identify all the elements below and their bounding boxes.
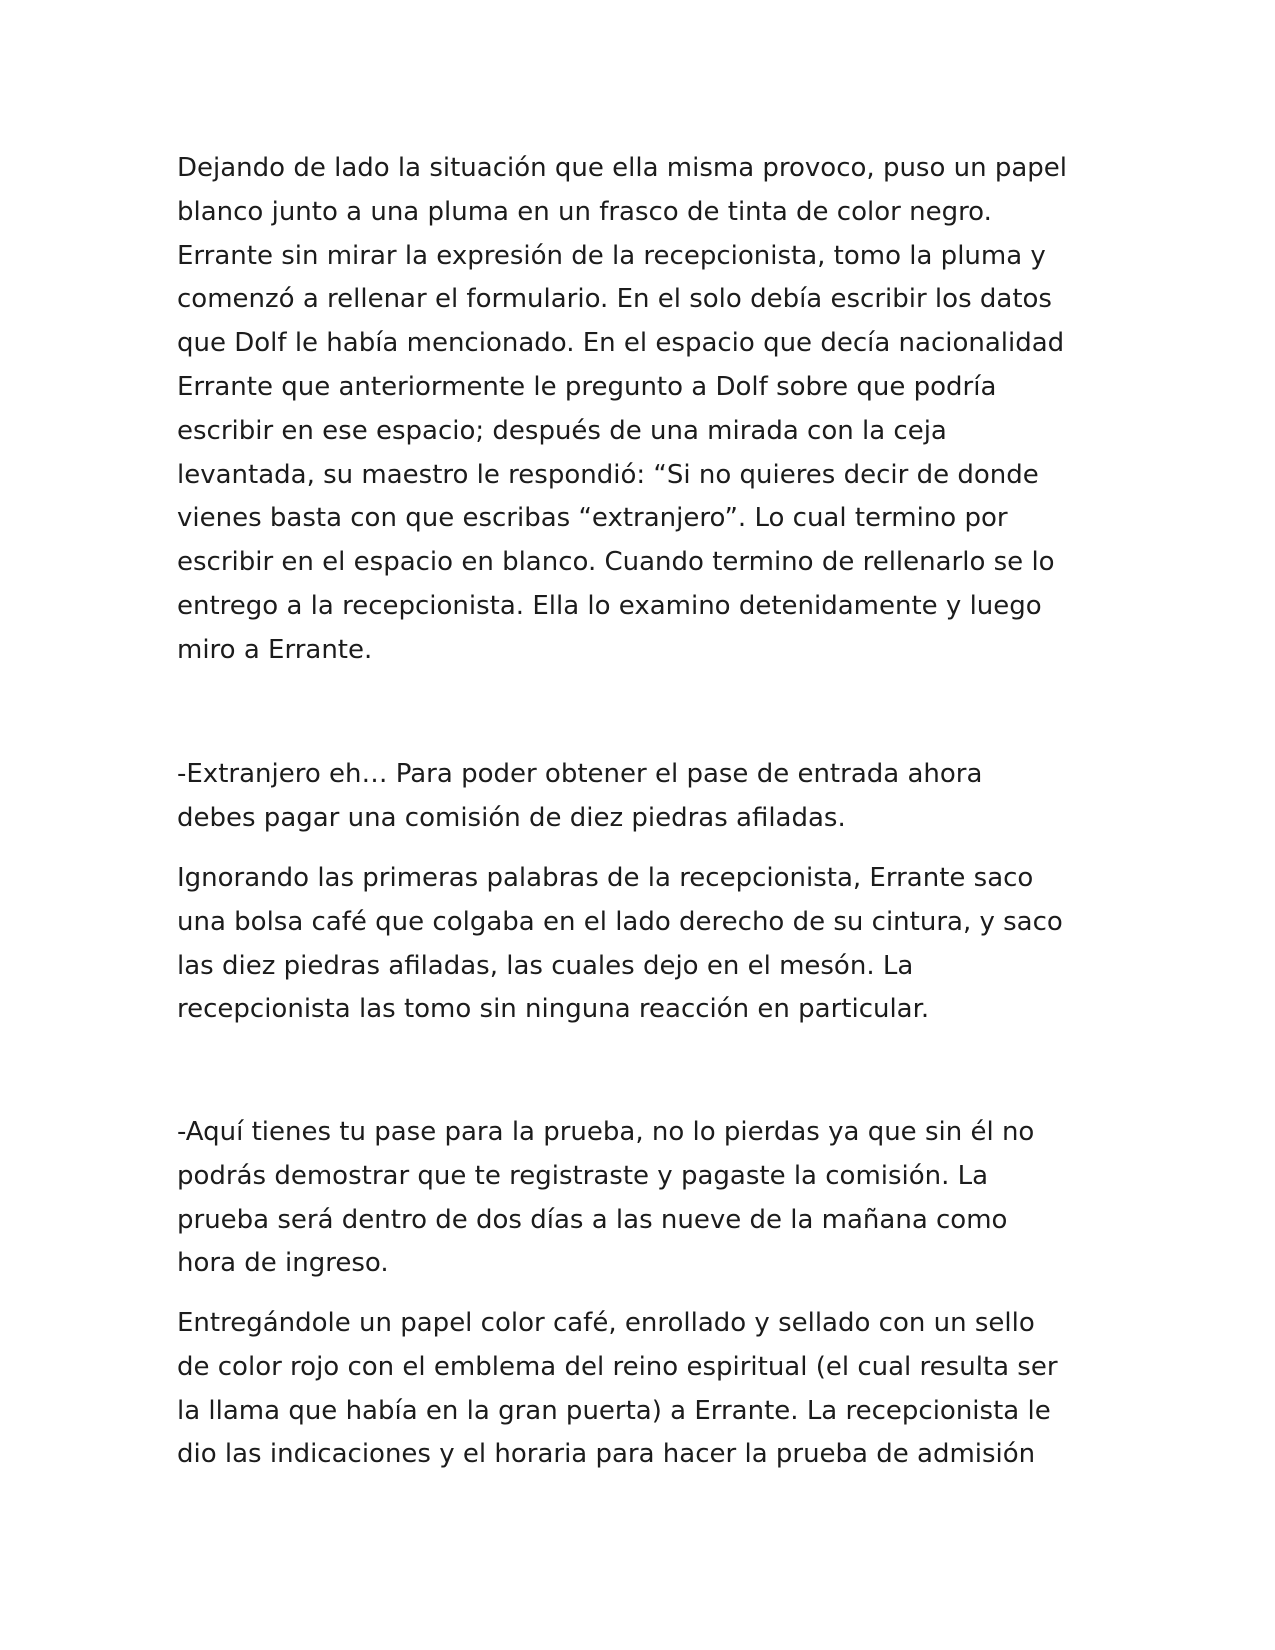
text-line: Errante que anteriormente le pregunto a Dolf sobre que podría xyxy=(177,371,997,402)
text-line: de color rojo con el emblema del reino espiritual (el cual resulta ser xyxy=(177,1351,1058,1382)
text-line: recepcionista las tomo sin ninguna reacción en particular. xyxy=(177,994,930,1025)
text-line: la llama que había en la gran puerta) a Errante. La recepcionista le xyxy=(177,1395,1051,1426)
text-line: las diez piedras afiladas, las cuales dejo en el mesón. La xyxy=(177,950,914,981)
text-line: miro a Errante. xyxy=(177,634,373,665)
text-line: comenzó a rellenar el formulario. En el solo debía escribir los datos xyxy=(177,284,1052,315)
text-line: Entregándole un papel color café, enrollado y sellado con un sello xyxy=(177,1308,1035,1338)
text-line: Dejando de lado la situación que ella misma provoco, puso un papel xyxy=(177,153,1068,183)
text-line: podrás demostrar que te registraste y pagaste la comisión. La xyxy=(177,1160,989,1191)
paragraph-narration-payment xyxy=(177,857,1107,1032)
text-line: dio las indicaciones y el horaria para hacer la prueba de admisión xyxy=(177,1439,1036,1470)
text-line: una bolsa café que colgaba en el lado derecho de su cintura, y saco xyxy=(177,906,1063,937)
paragraph-dialogue-pass xyxy=(177,1111,1107,1286)
text-line: escribir en el espacio en blanco. Cuando termino de rellenarlo se lo xyxy=(177,547,1055,578)
text-line: blanco junto a una pluma en un frasco de tinta de color negro. xyxy=(177,196,992,227)
text-line: escribir en ese espacio; después de una mirada con la ceja xyxy=(177,415,947,446)
text-line: -Aquí tienes tu pase para la prueba, no lo pierdas ya que sin él no xyxy=(177,1117,1035,1147)
text-line: entrego a la recepcionista. Ella lo examino detenidamente y luego xyxy=(177,590,1042,621)
text-line: debes pagar una comisión de diez piedras afiladas. xyxy=(177,802,846,833)
text-line: Ignorando las primeras palabras de la recepcionista, Errante saco xyxy=(177,863,1034,893)
paragraph-narration-scroll xyxy=(177,1302,1107,1477)
text-line: hora de ingreso. xyxy=(177,1248,389,1279)
paragraph-narration-form xyxy=(177,147,1107,673)
text-line: Errante sin mirar la expresión de la recepcionista, tomo la pluma y xyxy=(177,240,1046,271)
paragraph-dialogue-fee xyxy=(177,753,1107,841)
text-line: vienes basta con que escribas “extranjero”. Lo cual termino por xyxy=(177,503,1008,534)
text-line: que Dolf le había mencionado. En el espacio que decía nacionalidad xyxy=(177,328,1065,359)
text-line: prueba será dentro de dos días a las nueve de la mañana como xyxy=(177,1204,1008,1235)
text-line: levantada, su maestro le respondió: “Si no quieres decir de donde xyxy=(177,459,1039,490)
text-line: -Extranjero eh… Para poder obtener el pase de entrada ahora xyxy=(177,759,983,789)
